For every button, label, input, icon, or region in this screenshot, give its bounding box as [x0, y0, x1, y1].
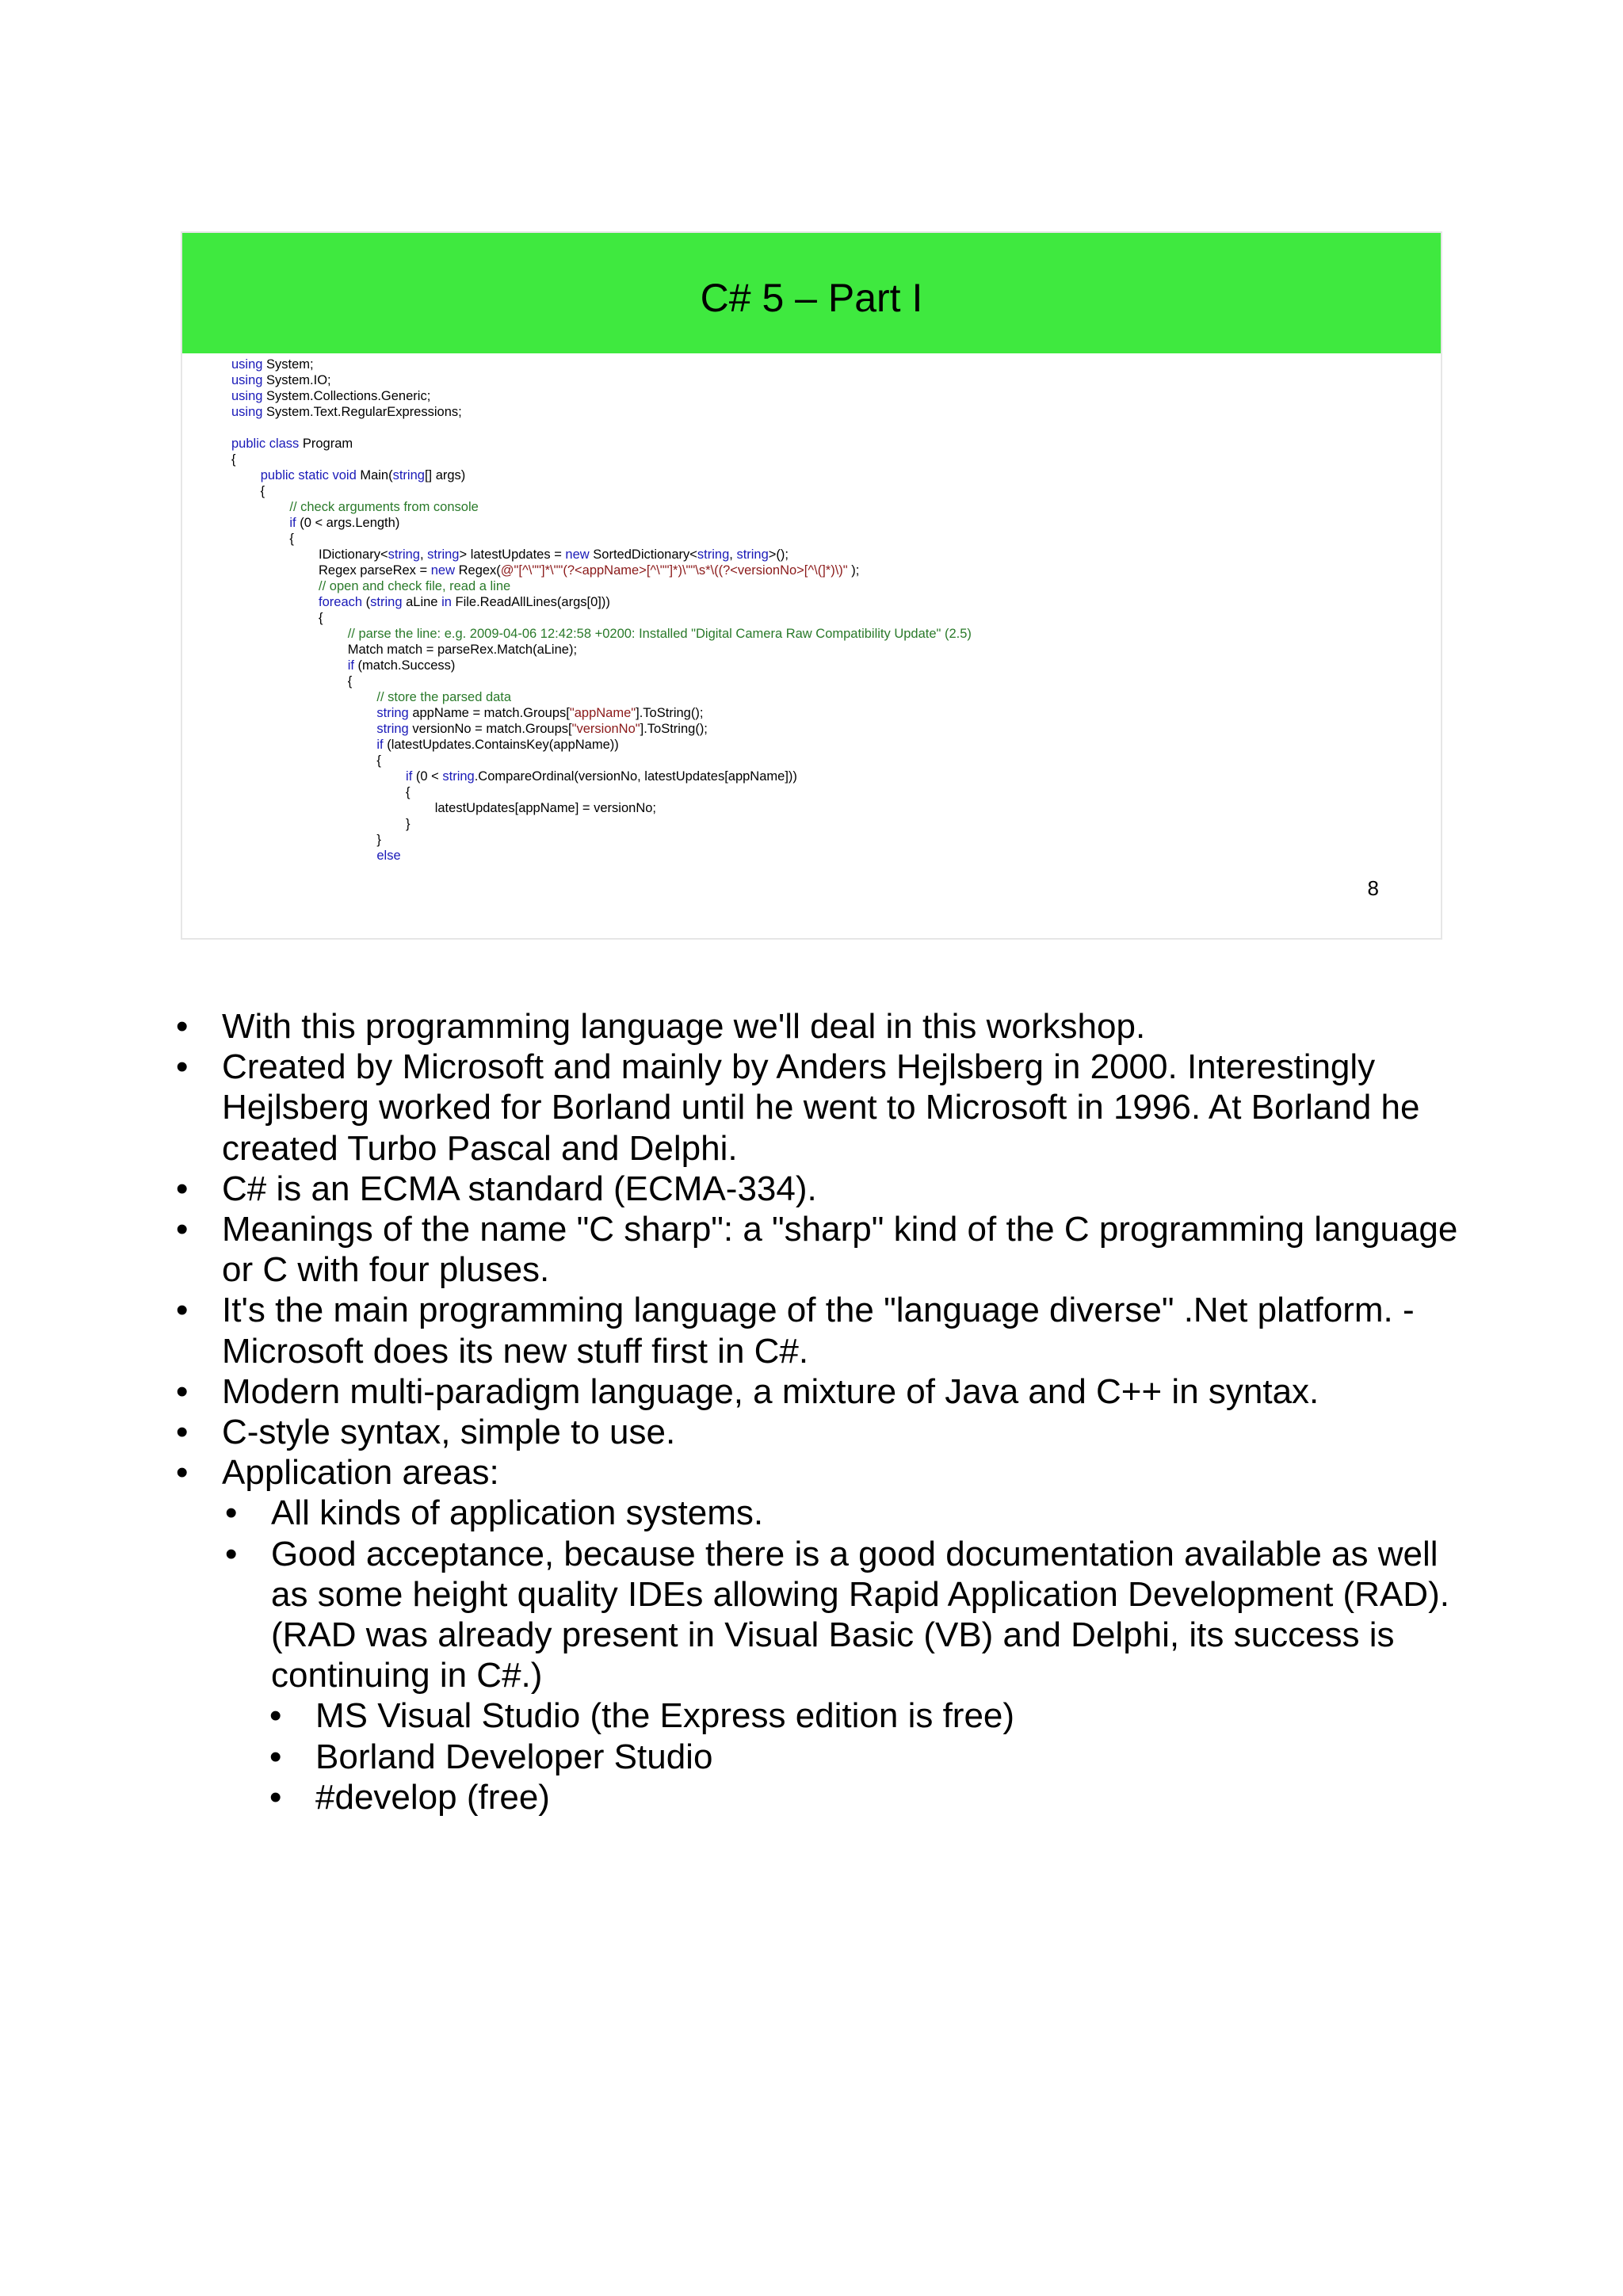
code-token: string [388, 547, 420, 562]
code-token: // open and check file, read a line [319, 579, 511, 593]
code-token: { [231, 452, 236, 467]
code-line [231, 515, 972, 531]
bullet-icon: • [225, 1493, 238, 1533]
code-token: Regex parseRex = [231, 563, 431, 578]
code-token: } [231, 817, 411, 831]
code-token: public static void [260, 468, 357, 482]
code-token: versionNo = match.Groups[ [408, 722, 572, 736]
code-token: else [376, 849, 401, 863]
code-token: Program [299, 437, 353, 451]
code-token: string [697, 547, 730, 562]
code-token [231, 500, 289, 514]
code-token: > latestUpdates = [459, 547, 566, 562]
code-token: SortedDictionary< [589, 547, 697, 562]
notes-item [222, 1534, 1458, 1696]
bullet-icon: • [269, 1737, 282, 1776]
code-token: latestUpdates[appName] = versionNo; [231, 801, 656, 815]
code-token [231, 579, 319, 593]
code-token: if [347, 658, 354, 673]
bullet-icon: • [176, 1169, 189, 1208]
code-line [231, 705, 972, 721]
code-token: Regex( [455, 563, 501, 578]
notes-item-text: MS Visual Studio (the Express edition is free) [315, 1696, 1015, 1736]
code-token [231, 595, 319, 609]
code-token: ( [362, 595, 371, 609]
code-token: if [289, 516, 296, 530]
code-line [231, 769, 972, 784]
code-token: "versionNo" [571, 722, 640, 736]
bullet-icon: • [269, 1777, 282, 1817]
code-token: using [231, 357, 263, 372]
code-line [231, 626, 972, 642]
code-token: { [231, 532, 294, 546]
code-token: (latestUpdates.ContainsKey(appName)) [383, 738, 619, 752]
code-token: (0 < args.Length) [296, 516, 400, 530]
code-line [231, 658, 972, 673]
notes-item-text: #develop (free) [315, 1777, 550, 1817]
speaker-notes-list [176, 1006, 1458, 1817]
bullet-icon: • [269, 1696, 282, 1736]
notes-item-text: C-style syntax, simple to use. [222, 1413, 676, 1452]
code-token: (0 < [412, 769, 443, 784]
code-token: new [565, 547, 590, 562]
code-line [231, 800, 972, 816]
code-line [231, 388, 972, 404]
code-line [231, 531, 972, 547]
notes-item-text: Application areas: [222, 1453, 499, 1493]
notes-item-text: Created by Microsoft and mainly by Anders Hejlsberg in 2000. Interestingly Hejlsberg worked for Borland until he went to Microsoft in 1996. At Borland he created Turbo Pascal and Delphi. [222, 1047, 1420, 1168]
slide-thumbnail [181, 231, 1442, 940]
code-line [231, 357, 972, 372]
code-token: @"[^\""]*\""(?<appName>[^\""]*)\""\s*\((?<versionNo>[^\(]*)\)" [500, 563, 848, 578]
code-token [231, 658, 348, 673]
code-token: { [231, 785, 411, 799]
bullet-icon: • [225, 1534, 238, 1573]
code-token: { [231, 611, 323, 625]
notes-item-text: C# is an ECMA standard (ECMA-334). [222, 1169, 817, 1208]
code-token: public class [231, 437, 300, 451]
code-token: System.Text.RegularExpressions; [262, 405, 462, 419]
notes-item-text: Borland Developer Studio [315, 1737, 713, 1776]
code-token: (match.Success) [353, 658, 456, 673]
code-token: // store the parsed data [376, 690, 512, 704]
code-token [231, 627, 348, 641]
code-token: if [376, 738, 384, 752]
code-token: // check arguments from console [289, 500, 479, 514]
code-token: { [231, 484, 265, 498]
notes-item-text: Good acceptance, because there is a good documentation available as well as some height quality IDEs allowing Rapid Application Development (RAD). (RAD was already present in Visual Basic (VB) and Delphi, its success is continuing in C#.) [271, 1534, 1449, 1695]
code-line [231, 673, 972, 689]
notes-item [222, 1695, 1458, 1736]
code-token [231, 769, 406, 784]
code-token [231, 706, 376, 720]
code-token: string [392, 468, 425, 482]
notes-item [176, 1209, 1458, 1290]
bullet-icon: • [176, 1453, 189, 1493]
code-token: in [441, 595, 452, 609]
code-line [231, 483, 972, 499]
code-line [231, 816, 972, 832]
code-token: System; [262, 357, 314, 372]
notes-item [222, 1493, 1458, 1533]
code-token: using [231, 405, 263, 419]
code-line [231, 404, 972, 420]
code-token: Match match = parseRex.Match(aLine); [231, 643, 578, 657]
code-line [231, 547, 972, 563]
notes-item-text: Modern multi-paradigm language, a mixture of Java and C++ in syntax. [222, 1371, 1319, 1411]
code-token: IDictionary< [231, 547, 388, 562]
bullet-icon: • [176, 1007, 189, 1046]
code-token [231, 849, 376, 863]
code-token: using [231, 373, 263, 387]
code-token: aLine [402, 595, 442, 609]
code-line [231, 499, 972, 515]
code-token: { [231, 753, 381, 768]
bullet-icon: • [176, 1371, 189, 1411]
code-line [231, 848, 972, 864]
notes-item-text: All kinds of application systems. [271, 1493, 764, 1533]
slide-header [182, 233, 1441, 353]
code-token: , [729, 547, 737, 562]
code-line [231, 753, 972, 769]
notes-item [176, 1169, 1458, 1209]
code-line [231, 832, 972, 848]
bullet-icon: • [176, 1413, 189, 1452]
code-line [231, 563, 972, 578]
code-token: using [231, 389, 263, 403]
notes-item [222, 1777, 1458, 1817]
code-token: ].ToString(); [640, 722, 708, 736]
code-listing [231, 357, 972, 864]
slide-number: 8 [1367, 876, 1379, 900]
code-token: if [406, 769, 413, 784]
code-token: string [427, 547, 460, 562]
code-line [231, 721, 972, 737]
code-token [231, 690, 376, 704]
code-line [231, 689, 972, 705]
code-token: ].ToString(); [636, 706, 704, 720]
code-line [231, 594, 972, 610]
code-token: } [231, 833, 381, 847]
code-token: System.IO; [262, 373, 331, 387]
code-token: foreach [319, 595, 363, 609]
code-line [231, 737, 972, 753]
code-token: string [376, 706, 409, 720]
code-line [231, 420, 972, 436]
bullet-icon: • [176, 1210, 189, 1249]
code-token: File.ReadAllLines(args[0])) [451, 595, 610, 609]
notes-item-text: It's the main programming language of the "language diverse" .Net platform. - Microsoft does its new stuff first in C#. [222, 1291, 1415, 1371]
code-token: appName = match.Groups[ [408, 706, 570, 720]
code-token: ); [847, 563, 860, 578]
code-line [231, 642, 972, 658]
code-token: // parse the line: e.g. 2009-04-06 12:42:58 +0200: Installed "Digital Camera Raw Compatibility Update" (2.5) [347, 627, 972, 641]
bullet-icon: • [176, 1047, 189, 1087]
code-token: Main( [356, 468, 393, 482]
code-line [231, 578, 972, 594]
notes-item [176, 1412, 1458, 1452]
code-token: string [376, 722, 409, 736]
code-token: [] args) [424, 468, 466, 482]
notes-item-text: With this programming language we'll deal in this workshop. [222, 1007, 1146, 1046]
code-line [231, 467, 972, 483]
code-token [231, 722, 376, 736]
code-line [231, 610, 972, 626]
code-token [231, 468, 261, 482]
code-token: string [370, 595, 403, 609]
code-token: string [736, 547, 769, 562]
notes-item [176, 1006, 1458, 1047]
code-token [231, 738, 376, 752]
notes-item [176, 1452, 1458, 1493]
code-line [231, 372, 972, 388]
code-token: System.Collections.Generic; [262, 389, 431, 403]
code-token: "appName" [569, 706, 636, 720]
code-token: string [442, 769, 475, 784]
code-token: >(); [768, 547, 789, 562]
code-line [231, 452, 972, 467]
notes-item-text: Meanings of the name "C sharp": a "sharp" kind of the C programming language or C with four pluses. [222, 1210, 1458, 1290]
code-token [231, 516, 289, 530]
code-line [231, 436, 972, 452]
notes-item [176, 1047, 1458, 1169]
notes-item [176, 1371, 1458, 1412]
notes-item [222, 1737, 1458, 1777]
code-token: { [231, 674, 353, 688]
code-line [231, 784, 972, 800]
code-token: , [419, 547, 428, 562]
code-token: .CompareOrdinal(versionNo, latestUpdates[appName])) [474, 769, 797, 784]
code-token: new [430, 563, 456, 578]
slide-title: C# 5 – Part I [700, 276, 923, 320]
notes-item [176, 1290, 1458, 1371]
bullet-icon: • [176, 1291, 189, 1330]
